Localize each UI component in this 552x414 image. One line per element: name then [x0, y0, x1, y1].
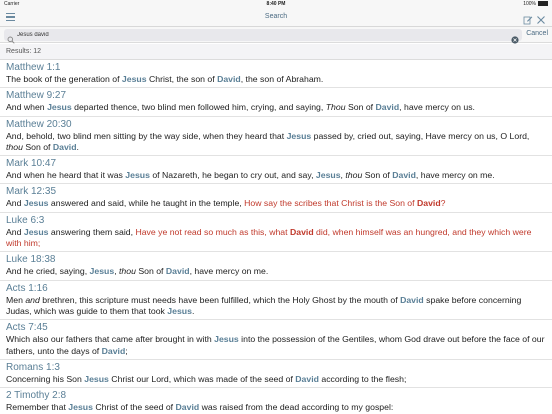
- verse-reference[interactable]: Luke 6:3: [6, 214, 45, 226]
- verse-text-segment: And, behold, two blind men sitting by the way side, when they heard that: [6, 130, 287, 141]
- verse-text-segment: Christ our Lord, which was made of the seed of: [108, 373, 296, 384]
- verse-text-segment: , have mercy on me.: [415, 170, 495, 181]
- verse-text: [6, 402, 547, 413]
- verse-text-segment: Remember that: [6, 402, 69, 413]
- search-match: Jesus: [214, 334, 239, 345]
- verse-text: [6, 334, 547, 357]
- verse-text-segment: ;: [125, 345, 128, 356]
- italic-word: thou: [345, 170, 363, 181]
- search-match: David: [289, 226, 314, 237]
- verse-text-segment: answering them said,: [48, 226, 136, 237]
- verse-text-segment: And: [6, 198, 24, 209]
- clock: 8:40 PM: [266, 1, 286, 7]
- italic-word: thou: [6, 141, 23, 152]
- verse-text-segment: was raised from the dead according to my gospel:: [199, 402, 394, 413]
- italic-word: Thou: [325, 102, 346, 113]
- verse-text-segment: , the son of Abraham.: [240, 74, 324, 84]
- red-letter-text: How say the scribes that Christ is the Son of: [244, 198, 417, 209]
- verse-text-segment: spake before concerning Judas, which was guide to them that took: [6, 294, 522, 316]
- result-item[interactable]: [0, 60, 552, 88]
- close-icon[interactable]: [536, 12, 546, 22]
- search-match: Jesus: [315, 170, 341, 181]
- search-match: Jesus: [23, 198, 49, 209]
- verse-reference[interactable]: Luke 18:38: [6, 254, 56, 266]
- verse-text: [6, 266, 547, 277]
- search-icon: [7, 31, 15, 39]
- verse-text-segment: And when he heard that it was: [6, 170, 126, 181]
- verse-text-segment: Christ of the seed of: [92, 402, 176, 413]
- italic-word: thou: [119, 266, 136, 277]
- verse-text-segment: Son of: [345, 102, 376, 113]
- result-item[interactable]: [0, 360, 552, 388]
- verse-text-segment: And when: [6, 102, 48, 113]
- verse-reference[interactable]: Acts 1:16: [6, 282, 48, 294]
- search-match: David: [375, 102, 400, 113]
- page-title: Search: [264, 13, 288, 20]
- search-match: Jesus: [121, 74, 147, 84]
- verse-reference[interactable]: Acts 7:45: [6, 322, 48, 334]
- verse-text: [6, 295, 547, 318]
- verse-text-segment: Which also our fathers that came after brought in with: [6, 334, 215, 345]
- result-item[interactable]: [0, 213, 552, 253]
- result-item[interactable]: [0, 320, 552, 360]
- red-letter-text: ?: [440, 198, 446, 209]
- search-match: David: [295, 373, 319, 384]
- verse-text: [6, 227, 547, 250]
- verse-text: [6, 131, 547, 154]
- search-match: David: [416, 198, 441, 209]
- battery-percent: 100%: [523, 1, 536, 7]
- search-match: David: [52, 141, 77, 152]
- verse-text-segment: according to the flesh;: [318, 373, 407, 384]
- verse-text-segment: Son of: [22, 141, 53, 152]
- verse-text: [6, 374, 547, 385]
- verse-reference[interactable]: Matthew 9:27: [6, 90, 67, 102]
- verse-text-segment: The book of the generation of: [6, 74, 122, 84]
- verse-text: [6, 198, 547, 209]
- search-field[interactable]: [4, 29, 522, 41]
- result-item[interactable]: [0, 88, 552, 116]
- verse-text-segment: Christ, the son of: [146, 74, 218, 84]
- clear-icon[interactable]: [511, 31, 519, 39]
- nav-bar: [0, 8, 552, 27]
- verse-text-segment: Concerning his Son: [6, 373, 85, 384]
- search-match: Jesus: [167, 305, 192, 316]
- verse-text-segment: answered and said, while he taught in the temple,: [48, 198, 245, 209]
- result-item[interactable]: [0, 156, 552, 184]
- verse-text-segment: , have mercy on me.: [189, 266, 269, 277]
- verse-text-segment: .: [76, 141, 79, 152]
- result-item[interactable]: [0, 117, 552, 157]
- search-match: Jesus: [89, 266, 115, 277]
- verse-text: [6, 74, 547, 85]
- red-letter-text: [290, 227, 314, 237]
- search-match: Jesus: [84, 373, 109, 384]
- search-match: Jesus: [23, 226, 49, 237]
- search-match: David: [392, 170, 416, 181]
- red-letter-text: Have ye not read so much as this, what: [135, 226, 290, 237]
- verse-reference[interactable]: Matthew 1:1: [6, 62, 61, 73]
- search-match: Jesus: [125, 170, 150, 181]
- cancel-button[interactable]: Cancel: [526, 30, 548, 37]
- result-item[interactable]: [0, 281, 552, 321]
- search-match: David: [165, 266, 190, 277]
- verse-text-segment: .: [191, 305, 195, 316]
- verse-text: [6, 102, 547, 113]
- search-input[interactable]: [17, 30, 507, 40]
- carrier-label: Carrier: [4, 1, 20, 7]
- search-match: David: [101, 345, 126, 356]
- italic-word: and: [25, 294, 40, 305]
- verse-reference[interactable]: Mark 10:47: [6, 158, 57, 170]
- verse-text-segment: Son of: [362, 170, 393, 181]
- verse-text: [6, 170, 547, 181]
- battery-icon: [538, 1, 548, 6]
- verse-text-segment: ,: [114, 266, 120, 277]
- verse-text-segment: of Nazareth, he began to cry out, and say,: [149, 170, 316, 181]
- verse-reference[interactable]: Mark 12:35: [6, 186, 57, 198]
- edit-icon[interactable]: [523, 12, 533, 22]
- verse-text-segment: , have mercy on us.: [399, 102, 475, 113]
- status-bar: [0, 0, 552, 8]
- verse-text-segment: departed thence, two blind men followed him, crying, and saying,: [71, 102, 326, 113]
- search-match: Jesus: [286, 130, 312, 141]
- search-match: Jesus: [47, 102, 72, 113]
- search-match: David: [175, 402, 200, 413]
- verse-reference[interactable]: Romans 1:3: [6, 361, 60, 373]
- result-item[interactable]: [0, 184, 552, 212]
- red-letter-text: [417, 198, 441, 208]
- search-match: Jesus: [68, 402, 93, 413]
- search-match: David: [217, 74, 241, 84]
- verse-text-segment: And he cried, saying,: [6, 266, 90, 277]
- battery-indicator: [523, 1, 548, 7]
- search-bar: [0, 27, 552, 43]
- results-list: [0, 60, 552, 414]
- verse-text-segment: ,: [340, 170, 346, 181]
- red-letter-text: did, when himself was an hungred, and they which were with him;: [6, 226, 532, 249]
- verse-text-segment: Son of: [135, 266, 166, 277]
- results-count: Results: 12: [0, 44, 552, 60]
- verse-text-segment: brethren, this scripture must needs have been fulfilled, which the Holy Ghost by the mouth of: [39, 294, 401, 305]
- verse-reference[interactable]: Matthew 20:30: [6, 118, 72, 130]
- verse-text-segment: And: [6, 226, 24, 237]
- result-item[interactable]: [0, 388, 552, 414]
- search-match: David: [400, 294, 424, 305]
- verse-text-segment: Men: [6, 294, 26, 305]
- verse-text-segment: into the possession of the Gentiles, whom God drave out before the face of our fathers, unto the days of: [6, 334, 545, 356]
- verse-text-segment: passed by, cried out, saying, Have mercy on us, O Lord,: [311, 130, 530, 141]
- result-item[interactable]: [0, 252, 552, 280]
- verse-reference[interactable]: 2 Timothy 2:8: [6, 390, 67, 402]
